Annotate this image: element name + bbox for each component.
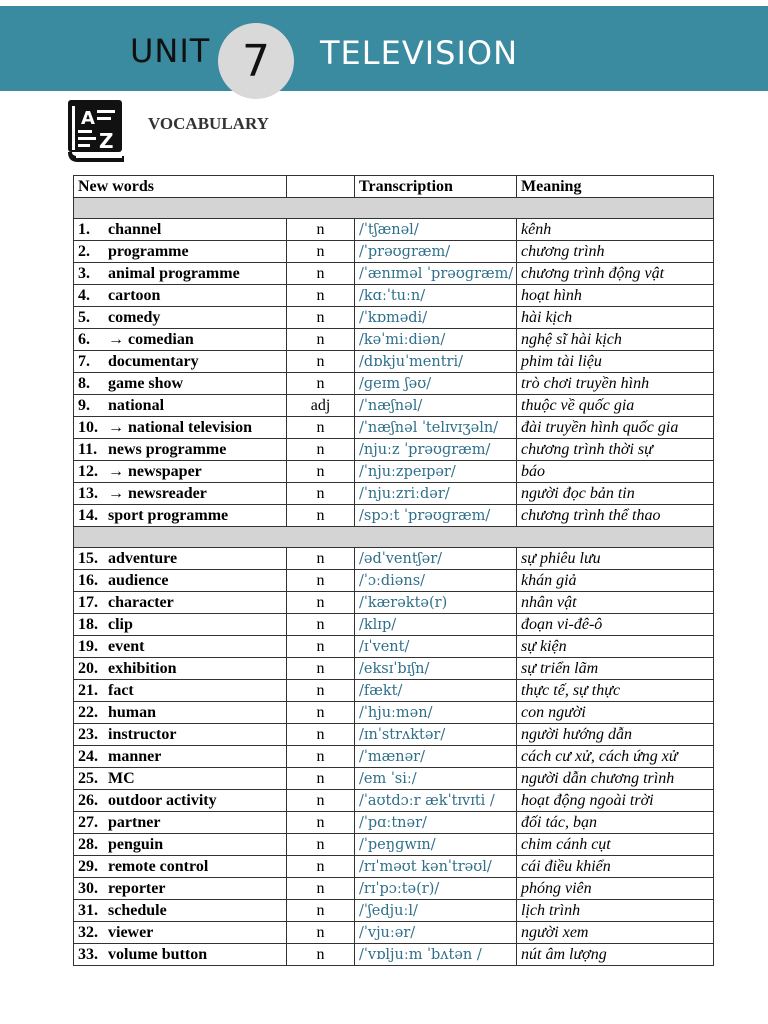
group-separator-row — [74, 198, 714, 219]
meaning-cell: nghệ sĩ hài kịch — [517, 329, 714, 351]
word-cell — [74, 768, 287, 790]
word-text: game show — [108, 374, 184, 392]
table-row — [74, 658, 714, 680]
meaning-cell: trò chơi truyền hình — [517, 373, 714, 395]
word-cell — [74, 417, 287, 439]
meaning-cell: chương trình — [517, 241, 714, 263]
word-class-cell: n — [287, 878, 355, 900]
meaning-cell: con người — [517, 702, 714, 724]
table-row — [74, 922, 714, 944]
word-text: national — [108, 396, 165, 414]
word-class-cell: adj — [287, 395, 355, 417]
transcription-cell: /ˈhjuːmən/ — [355, 702, 517, 724]
row-number: 6. — [78, 330, 90, 348]
word-cell — [74, 680, 287, 702]
word-text: → national television — [108, 418, 253, 436]
row-number: 22. — [78, 703, 98, 721]
word-cell — [74, 702, 287, 724]
unit-banner — [0, 6, 768, 91]
word-text: reporter — [108, 879, 166, 897]
word-cell — [74, 636, 287, 658]
word-class-cell: n — [287, 351, 355, 373]
word-class-cell: n — [287, 241, 355, 263]
word-cell — [74, 790, 287, 812]
row-number: 24. — [78, 747, 98, 765]
word-class-cell: n — [287, 680, 355, 702]
table-row — [74, 746, 714, 768]
word-cell — [74, 944, 287, 966]
word-class-cell: n — [287, 746, 355, 768]
word-class-cell: n — [287, 812, 355, 834]
row-number: 21. — [78, 681, 98, 699]
meaning-cell: người đọc bản tin — [517, 483, 714, 505]
word-cell — [74, 548, 287, 570]
meaning-cell: đài truyền hình quốc gia — [517, 417, 714, 439]
word-class-cell: n — [287, 307, 355, 329]
word-cell — [74, 263, 287, 285]
row-number: 20. — [78, 659, 98, 677]
meaning-cell: cách cư xử, cách ứng xử — [517, 746, 714, 768]
transcription-cell: /eksɪˈbɪʃn/ — [355, 658, 517, 680]
word-text: remote control — [108, 857, 209, 875]
transcription-cell: /ˈnjuːzpeɪpər/ — [355, 461, 517, 483]
meaning-cell: hoạt hình — [517, 285, 714, 307]
table-row — [74, 417, 714, 439]
transcription-cell: /ˈtʃænəl/ — [355, 219, 517, 241]
table-row — [74, 241, 714, 263]
word-text: channel — [108, 220, 162, 238]
meaning-cell: khán giả — [517, 570, 714, 592]
table-row — [74, 834, 714, 856]
word-cell — [74, 878, 287, 900]
word-class-cell: n — [287, 417, 355, 439]
header-meaning: Meaning — [517, 176, 714, 198]
word-cell — [74, 592, 287, 614]
word-cell — [74, 834, 287, 856]
row-number: 11. — [78, 440, 98, 458]
word-cell — [74, 329, 287, 351]
word-text: audience — [108, 571, 169, 589]
word-class-cell: n — [287, 900, 355, 922]
word-text: → newspaper — [108, 462, 202, 480]
word-class-cell: n — [287, 834, 355, 856]
row-number: 8. — [78, 374, 90, 392]
word-text: character — [108, 593, 174, 611]
word-class-cell: n — [287, 592, 355, 614]
word-text: penguin — [108, 835, 164, 853]
group-separator-row — [74, 527, 714, 548]
word-cell — [74, 746, 287, 768]
row-number: 33. — [78, 945, 98, 963]
word-text: partner — [108, 813, 161, 831]
word-text: news programme — [108, 440, 227, 458]
word-class-cell: n — [287, 790, 355, 812]
table-row — [74, 263, 714, 285]
meaning-cell: kênh — [517, 219, 714, 241]
row-number: 29. — [78, 857, 98, 875]
row-number: 19. — [78, 637, 98, 655]
word-class-cell: n — [287, 944, 355, 966]
word-cell — [74, 395, 287, 417]
word-text: human — [108, 703, 157, 721]
row-number: 10. — [78, 418, 98, 436]
table-row — [74, 570, 714, 592]
row-number: 17. — [78, 593, 98, 611]
table-row — [74, 944, 714, 966]
transcription-cell: /ˈvjuːər/ — [355, 922, 517, 944]
word-cell — [74, 922, 287, 944]
table-row — [74, 219, 714, 241]
word-class-cell: n — [287, 219, 355, 241]
word-text: cartoon — [108, 286, 161, 304]
vocabulary-table-body — [74, 198, 714, 966]
transcription-cell: /kəˈmiːdiən/ — [355, 329, 517, 351]
az-book-icon — [66, 98, 126, 164]
row-number: 15. — [78, 549, 98, 567]
transcription-cell: /ˈnæʃnəl/ — [355, 395, 517, 417]
transcription-cell: /ˈpɑːtnər/ — [355, 812, 517, 834]
word-text: comedy — [108, 308, 161, 326]
table-row — [74, 461, 714, 483]
meaning-cell: thuộc về quốc gia — [517, 395, 714, 417]
word-class-cell: n — [287, 439, 355, 461]
table-row — [74, 790, 714, 812]
meaning-cell: sự phiêu lưu — [517, 548, 714, 570]
word-text: exhibition — [108, 659, 177, 677]
word-text: → newsreader — [108, 484, 207, 502]
row-number: 13. — [78, 484, 98, 502]
word-cell — [74, 570, 287, 592]
transcription-cell: /dɒkjuˈmentri/ — [355, 351, 517, 373]
word-class-cell: n — [287, 505, 355, 527]
table-row — [74, 636, 714, 658]
meaning-cell: đối tác, bạn — [517, 812, 714, 834]
row-number: 5. — [78, 308, 90, 326]
table-row — [74, 548, 714, 570]
row-number: 27. — [78, 813, 98, 831]
transcription-cell: /ədˈventʃər/ — [355, 548, 517, 570]
table-row — [74, 285, 714, 307]
word-text: fact — [108, 681, 134, 699]
table-header-row — [74, 176, 714, 198]
row-number: 12. — [78, 462, 98, 480]
meaning-cell: sự triển lãm — [517, 658, 714, 680]
row-number: 25. — [78, 769, 98, 787]
header-word-class — [287, 176, 355, 198]
row-number: 7. — [78, 352, 90, 370]
word-class-cell: n — [287, 658, 355, 680]
transcription-cell: /ˈvɒljuːm ˈbʌtən / — [355, 944, 517, 966]
section-title: VOCABULARY — [148, 114, 269, 133]
table-row — [74, 680, 714, 702]
word-class-cell: n — [287, 768, 355, 790]
table-row — [74, 439, 714, 461]
transcription-cell: /ˈʃedjuːl/ — [355, 900, 517, 922]
group-separator — [74, 527, 714, 548]
meaning-cell: chim cánh cụt — [517, 834, 714, 856]
word-class-cell: n — [287, 636, 355, 658]
row-number: 26. — [78, 791, 98, 809]
table-row — [74, 900, 714, 922]
transcription-cell: /ɪnˈstrʌktər/ — [355, 724, 517, 746]
meaning-cell: báo — [517, 461, 714, 483]
word-class-cell: n — [287, 702, 355, 724]
meaning-cell: chương trình động vật — [517, 263, 714, 285]
header-transcription: Transcription — [355, 176, 517, 198]
word-cell — [74, 373, 287, 395]
transcription-cell: /kɑːˈtuːn/ — [355, 285, 517, 307]
row-number: 30. — [78, 879, 98, 897]
word-class-cell: n — [287, 263, 355, 285]
table-row — [74, 878, 714, 900]
table-row — [74, 395, 714, 417]
word-class-cell: n — [287, 548, 355, 570]
meaning-cell: chương trình thời sự — [517, 439, 714, 461]
word-text: outdoor activity — [108, 791, 217, 809]
table-row — [74, 812, 714, 834]
word-cell — [74, 351, 287, 373]
meaning-cell: người dẫn chương trình — [517, 768, 714, 790]
transcription-cell: /fækt/ — [355, 680, 517, 702]
table-row — [74, 307, 714, 329]
word-cell — [74, 856, 287, 878]
table-row — [74, 351, 714, 373]
word-class-cell: n — [287, 285, 355, 307]
word-cell — [74, 724, 287, 746]
meaning-cell: phim tài liệu — [517, 351, 714, 373]
meaning-cell: hài kịch — [517, 307, 714, 329]
svg-text:A: A — [81, 108, 95, 129]
transcription-cell: /ˈænɪməl ˈprəʊɡræm/ — [355, 263, 517, 285]
row-number: 9. — [78, 396, 90, 414]
word-cell — [74, 483, 287, 505]
table-row — [74, 329, 714, 351]
table-row — [74, 373, 714, 395]
meaning-cell: thực tế, sự thực — [517, 680, 714, 702]
transcription-cell: /rɪˈməʊt kənˈtrəʊl/ — [355, 856, 517, 878]
row-number: 4. — [78, 286, 90, 304]
word-cell — [74, 285, 287, 307]
transcription-cell: /njuːz ˈprəʊɡræm/ — [355, 439, 517, 461]
word-text: schedule — [108, 901, 167, 919]
word-cell — [74, 241, 287, 263]
word-class-cell: n — [287, 461, 355, 483]
table-row — [74, 505, 714, 527]
transcription-cell: /ˈpeŋɡwɪn/ — [355, 834, 517, 856]
word-text: viewer — [108, 923, 154, 941]
word-cell — [74, 614, 287, 636]
word-text: manner — [108, 747, 162, 765]
word-text: sport programme — [108, 506, 229, 524]
svg-text:Z: Z — [99, 129, 114, 153]
word-cell — [74, 307, 287, 329]
meaning-cell: người xem — [517, 922, 714, 944]
word-class-cell: n — [287, 570, 355, 592]
transcription-cell: /ˈnæʃnəl ˈtelɪvɪʒəln/ — [355, 417, 517, 439]
transcription-cell: /em ˈsiː/ — [355, 768, 517, 790]
word-text: MC — [108, 769, 135, 787]
transcription-cell: /ˈprəʊɡræm/ — [355, 241, 517, 263]
row-number: 14. — [78, 506, 98, 524]
meaning-cell: cái điều khiển — [517, 856, 714, 878]
word-cell — [74, 812, 287, 834]
table-row — [74, 724, 714, 746]
row-number: 3. — [78, 264, 90, 282]
row-number: 2. — [78, 242, 90, 260]
word-class-cell: n — [287, 483, 355, 505]
meaning-cell: nút âm lượng — [517, 944, 714, 966]
word-text: clip — [108, 615, 133, 633]
row-number: 16. — [78, 571, 98, 589]
table-row — [74, 702, 714, 724]
transcription-cell: /ˈkærəktə(r) — [355, 592, 517, 614]
meaning-cell: chương trình thể thao — [517, 505, 714, 527]
transcription-cell: /ˈmænər/ — [355, 746, 517, 768]
table-row — [74, 614, 714, 636]
unit-number-badge: 7 — [218, 23, 294, 99]
word-class-cell: n — [287, 724, 355, 746]
row-number: 32. — [78, 923, 98, 941]
vocabulary-table — [73, 175, 714, 966]
word-class-cell: n — [287, 856, 355, 878]
word-class-cell: n — [287, 373, 355, 395]
row-number: 18. — [78, 615, 98, 633]
unit-title: TELEVISION — [320, 34, 519, 72]
unit-label: UNIT — [130, 32, 211, 70]
word-class-cell: n — [287, 614, 355, 636]
word-text: adventure — [108, 549, 178, 567]
word-class-cell: n — [287, 329, 355, 351]
word-text: documentary — [108, 352, 199, 370]
word-text: instructor — [108, 725, 177, 743]
transcription-cell: /klɪp/ — [355, 614, 517, 636]
word-class-cell: n — [287, 922, 355, 944]
row-number: 23. — [78, 725, 98, 743]
transcription-cell: /ˈaʊtdɔːr ækˈtɪvɪti / — [355, 790, 517, 812]
word-cell — [74, 658, 287, 680]
transcription-cell: /ˈɔːdiəns/ — [355, 570, 517, 592]
meaning-cell: sự kiện — [517, 636, 714, 658]
word-text: programme — [108, 242, 189, 260]
table-row — [74, 483, 714, 505]
row-number: 31. — [78, 901, 98, 919]
word-cell — [74, 461, 287, 483]
transcription-cell: /ɡeɪm ʃəʊ/ — [355, 373, 517, 395]
word-text: event — [108, 637, 145, 655]
row-number: 28. — [78, 835, 98, 853]
transcription-cell: /ˈnjuːzriːdər/ — [355, 483, 517, 505]
meaning-cell: đoạn vi-đê-ô — [517, 614, 714, 636]
word-cell — [74, 219, 287, 241]
group-separator — [74, 198, 714, 219]
meaning-cell: lịch trình — [517, 900, 714, 922]
meaning-cell: hoạt động ngoài trời — [517, 790, 714, 812]
transcription-cell: /ˈkɒmədi/ — [355, 307, 517, 329]
header-new-words: New words — [74, 176, 287, 198]
word-cell — [74, 900, 287, 922]
table-row — [74, 856, 714, 878]
meaning-cell: người hướng dẫn — [517, 724, 714, 746]
transcription-cell: /spɔːt ˈprəʊɡræm/ — [355, 505, 517, 527]
word-cell — [74, 439, 287, 461]
table-row — [74, 768, 714, 790]
transcription-cell: /ɪˈvent/ — [355, 636, 517, 658]
word-text: volume button — [108, 945, 208, 963]
table-row — [74, 592, 714, 614]
meaning-cell: nhân vật — [517, 592, 714, 614]
word-cell — [74, 505, 287, 527]
row-number: 1. — [78, 220, 90, 238]
word-text: → comedian — [108, 330, 194, 348]
word-text: animal programme — [108, 264, 240, 282]
meaning-cell: phóng viên — [517, 878, 714, 900]
transcription-cell: /rɪˈpɔːtə(r)/ — [355, 878, 517, 900]
